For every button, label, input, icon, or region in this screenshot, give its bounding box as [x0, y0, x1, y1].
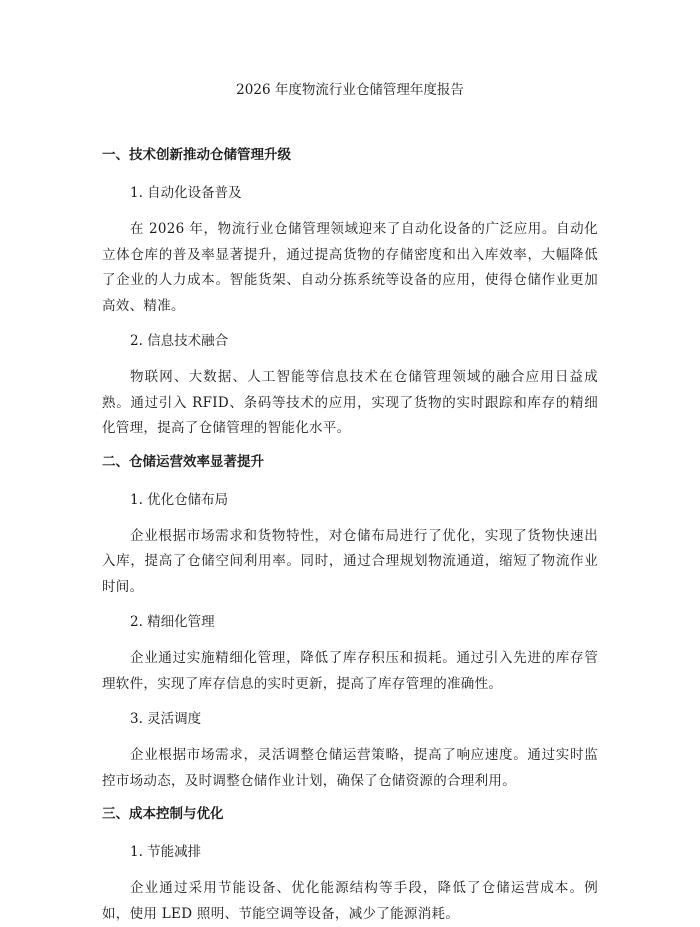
- subsection-heading-3-1: 1. 节能减排: [130, 844, 202, 860]
- section-heading-3: 三、成本控制与优化: [102, 806, 224, 822]
- document-title: 2026 年度物流行业仓储管理年度报告: [236, 82, 464, 98]
- paragraph-2-1: 企业根据市场需求和货物特性，对仓储布局进行了优化，实现了货物快速出入库，提高了仓储空间利用率。同时，通过合理规划物流通道，缩短了物流作业时间。: [102, 527, 598, 595]
- subsection-heading-2-3: 3. 灵活调度: [130, 711, 202, 727]
- section-heading-2: 二、仓储运营效率显著提升: [102, 453, 264, 470]
- subsection-heading-2-2: 2. 精细化管理: [130, 614, 215, 630]
- subsection-heading-1-1: 1. 自动化设备普及: [130, 185, 242, 201]
- subsection-heading-2-1: 1. 优化仓储布局: [130, 491, 229, 508]
- paragraph-1-2: 物联网、大数据、人工智能等信息技术在仓储管理领域的融合应用日益成熟。通过引入 RFID、条码等技术的应用，实现了货物的实时跟踪和库存的精细化管理，提高了仓储管理的智能化水平。: [102, 369, 598, 436]
- paragraph-1-1: 在 2026 年，物流行业仓储管理领域迎来了自动化设备的广泛应用。自动化立体仓库的普及率显著提升，通过提高货物的存储密度和出入库效率，大幅降低了企业的人力成本。智能货架、自动分拣系统等设备的应用，使得仓储作业更加高效、精准。: [102, 221, 598, 314]
- paragraph-2-3: 企业根据市场需求，灵活调整仓储运营策略，提高了响应速度。通过实时监控市场动态，及时调整仓储作业计划，确保了仓储资源的合理利用。: [102, 747, 598, 789]
- subsection-heading-1-2: 2. 信息技术融合: [130, 333, 229, 349]
- paragraph-2-2: 企业通过实施精细化管理，降低了库存积压和损耗。通过引入先进的库存管理软件，实现了库存信息的实时更新，提高了库存管理的准确性。: [102, 650, 598, 692]
- section-heading-1: 一、技术创新推动仓储管理升级: [102, 147, 291, 163]
- paragraph-3-1: 企业通过采用节能设备、优化能源结构等手段，降低了仓储运营成本。例如，使用 LED 照明、节能空调等设备，减少了能源消耗。: [102, 880, 598, 922]
